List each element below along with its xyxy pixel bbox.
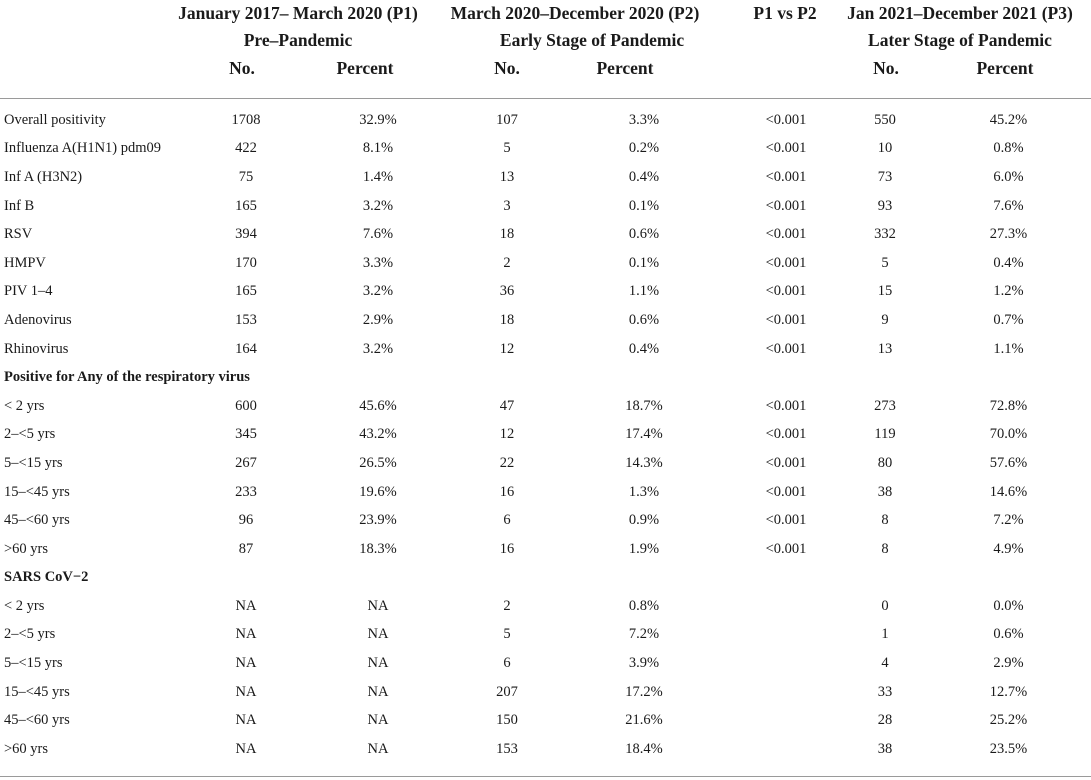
cell-p2-no: 16 <box>499 483 515 500</box>
cell-label: 2–<5 yrs <box>4 426 56 443</box>
cell-p2-no: 36 <box>499 283 515 300</box>
cell-p3-no: 33 <box>877 683 893 700</box>
cell-p: <0.001 <box>765 540 807 557</box>
cell-p3-no: 332 <box>874 226 896 243</box>
cell-p3-pct: 57.6% <box>989 454 1028 471</box>
cell-p1-pct: 3.3% <box>362 254 394 271</box>
cell-p1-no <box>190 564 302 593</box>
data-table <box>0 106 1091 764</box>
cell-p: <0.001 <box>765 397 807 414</box>
header-pvalue: P1 vs P2 <box>753 3 817 23</box>
cell-p3-no: 10 <box>877 140 893 157</box>
cell-p2-pct: 18.4% <box>625 740 663 757</box>
cell-p2-no: 5 <box>503 140 511 157</box>
cell-p1-pct: 3.2% <box>362 283 394 300</box>
cell-p2-pct: 0.1% <box>628 197 660 214</box>
cell-p2-no: 3 <box>503 197 511 214</box>
cell-p2-pct <box>560 564 728 593</box>
cell-p1-no: 165 <box>235 197 257 214</box>
cell-p2-no <box>454 363 560 392</box>
table-row <box>0 535 1091 564</box>
cell-p2-pct: 0.2% <box>628 140 660 157</box>
cell-p2-pct: 1.1% <box>628 283 660 300</box>
cell-p1-pct: 18.3% <box>359 540 397 557</box>
cell-p3-no <box>844 363 926 392</box>
cell-p3-no: 8 <box>881 512 889 529</box>
cell-p3-pct: 0.7% <box>993 311 1024 328</box>
cell-p2-no: 207 <box>496 683 518 700</box>
header-p3-period: Jan 2021–December 2021 (P3) <box>847 3 1073 23</box>
cell-label: 2–<5 yrs <box>4 626 56 643</box>
header-p1-percent: Percent <box>336 58 394 78</box>
cell-p3-pct: 7.2% <box>993 512 1024 529</box>
cell-p1-no: NA <box>235 626 257 643</box>
cell-p <box>728 621 844 650</box>
table-row <box>0 335 1091 364</box>
cell-p1-pct: 8.1% <box>362 140 394 157</box>
header-p3-stage: Later Stage of Pandemic <box>868 30 1052 50</box>
cell-p3-no: 8 <box>881 540 889 557</box>
cell-p2-pct: 3.3% <box>628 111 660 128</box>
cell-p1-no: 233 <box>235 483 257 500</box>
header-p3-percent: Percent <box>976 58 1034 78</box>
cell-p2-no: 153 <box>496 740 518 757</box>
cell-p3-no: 4 <box>881 655 889 672</box>
header-p2-percent: Percent <box>596 58 654 78</box>
cell-p1-no: 600 <box>235 397 257 414</box>
cell-p2-no: 2 <box>503 254 511 271</box>
cell-p: <0.001 <box>765 254 807 271</box>
table-row <box>0 449 1091 478</box>
cell-p3-no: 13 <box>877 340 893 357</box>
cell-p <box>728 363 844 392</box>
table-row <box>0 163 1091 192</box>
section-header-row <box>0 564 1091 593</box>
cell-p1-no: 165 <box>235 283 257 300</box>
cell-label: >60 yrs <box>4 540 49 557</box>
cell-p <box>728 735 844 764</box>
cell-p: <0.001 <box>765 140 807 157</box>
cell-p1-pct: 19.6% <box>359 483 397 500</box>
cell-p1-no: NA <box>235 740 257 757</box>
cell-p3-pct: 72.8% <box>989 397 1028 414</box>
cell-label: Inf A (H3N2) <box>4 168 83 185</box>
cell-p1-pct <box>302 564 454 593</box>
cell-p: <0.001 <box>765 226 807 243</box>
cell-label: 15–<45 yrs <box>4 683 70 700</box>
table-row <box>0 392 1091 421</box>
header-p2-period: March 2020–December 2020 (P2) <box>450 3 700 23</box>
cell-p3-pct: 6.0% <box>993 168 1024 185</box>
cell-p1-pct: NA <box>367 655 389 672</box>
cell-label: < 2 yrs <box>4 397 45 414</box>
table-row <box>0 592 1091 621</box>
cell-label: 45–<60 yrs <box>4 712 70 729</box>
cell-p: <0.001 <box>765 426 807 443</box>
header-rule <box>0 98 1091 99</box>
cell-p1-pct: NA <box>367 740 389 757</box>
cell-p2-no: 47 <box>499 397 515 414</box>
cell-p1-pct: NA <box>367 626 389 643</box>
cell-p: <0.001 <box>765 311 807 328</box>
cell-p: <0.001 <box>765 168 807 185</box>
cell-p1-no: 394 <box>235 226 257 243</box>
cell-p3-no: 550 <box>874 111 896 128</box>
table-row <box>0 706 1091 735</box>
cell-p2-pct: 21.6% <box>625 712 663 729</box>
cell-p3-pct: 1.1% <box>993 340 1024 357</box>
cell-label: Overall positivity <box>4 111 106 128</box>
cell-p1-no: 1708 <box>231 111 261 128</box>
table-row <box>0 478 1091 507</box>
header-p2-no: No. <box>494 58 520 78</box>
cell-p3-no: 273 <box>874 397 896 414</box>
cell-p1-pct: 43.2% <box>359 426 397 443</box>
cell-p: <0.001 <box>765 340 807 357</box>
cell-p2-pct: 0.4% <box>628 340 660 357</box>
cell-p2-no: 12 <box>499 426 515 443</box>
cell-p: <0.001 <box>765 111 807 128</box>
cell-p3-pct: 45.2% <box>989 111 1028 128</box>
cell-label: RSV <box>4 226 33 243</box>
table-row <box>0 735 1091 764</box>
cell-p1-no: 75 <box>238 168 254 185</box>
cell-label: Adenovirus <box>4 311 72 328</box>
cell-p2-no: 18 <box>499 311 515 328</box>
cell-p1-no: 153 <box>235 311 257 328</box>
cell-p2-pct: 14.3% <box>625 454 663 471</box>
cell-p3-no: 28 <box>877 712 893 729</box>
cell-p2-pct: 18.7% <box>625 397 663 414</box>
cell-p1-pct: 32.9% <box>359 111 397 128</box>
cell-p2-no: 18 <box>499 226 515 243</box>
section-header-row <box>0 363 1091 392</box>
cell-p: <0.001 <box>765 454 807 471</box>
cell-p1-no: 422 <box>235 140 257 157</box>
cell-label: Inf B <box>4 197 35 214</box>
cell-label: PIV 1–4 <box>4 283 53 300</box>
cell-p2-no: 6 <box>503 512 511 529</box>
cell-p3-pct: 1.2% <box>993 283 1024 300</box>
cell-p1-pct: 2.9% <box>362 311 394 328</box>
cell-p3-pct: 12.7% <box>989 683 1028 700</box>
cell-label: Influenza A(H1N1) pdm09 <box>4 140 162 157</box>
cell-p3-pct: 0.8% <box>993 140 1024 157</box>
bottom-rule <box>0 776 1091 777</box>
cell-p3-no: 15 <box>877 283 893 300</box>
cell-p3-pct: 4.9% <box>993 540 1024 557</box>
cell-p1-pct: 1.4% <box>362 168 394 185</box>
cell-p: <0.001 <box>765 512 807 529</box>
cell-p2-no: 150 <box>496 712 518 729</box>
cell-p2-pct: 0.6% <box>628 311 660 328</box>
cell-p3-pct: 7.6% <box>993 197 1024 214</box>
cell-p2-pct: 0.1% <box>628 254 660 271</box>
cell-p2-pct: 17.2% <box>625 683 663 700</box>
cell-label: SARS CoV−2 <box>4 569 89 586</box>
cell-p1-no: 96 <box>238 512 254 529</box>
cell-p1-no: 87 <box>238 540 254 557</box>
cell-p <box>728 564 844 593</box>
cell-p1-pct: 3.2% <box>362 197 394 214</box>
cell-p3-pct <box>926 363 1091 392</box>
cell-p3-pct: 14.6% <box>989 483 1028 500</box>
cell-p1-pct: 7.6% <box>362 226 394 243</box>
cell-p2-no: 16 <box>499 540 515 557</box>
cell-p: <0.001 <box>765 197 807 214</box>
cell-p <box>728 649 844 678</box>
cell-p1-no: NA <box>235 597 257 614</box>
table-row <box>0 621 1091 650</box>
cell-p1-pct: NA <box>367 597 389 614</box>
cell-label: 5–<15 yrs <box>4 655 63 672</box>
cell-p1-no: NA <box>235 683 257 700</box>
header-p3-no: No. <box>873 58 899 78</box>
cell-p2-pct <box>560 363 728 392</box>
cell-p2-pct: 0.8% <box>628 597 660 614</box>
cell-p3-pct: 0.6% <box>993 626 1024 643</box>
cell-p3-pct: 0.0% <box>993 597 1024 614</box>
cell-p2-no: 12 <box>499 340 515 357</box>
cell-label: 15–<45 yrs <box>4 483 70 500</box>
cell-p2-no: 13 <box>499 168 515 185</box>
table-row <box>0 106 1091 135</box>
table-row <box>0 278 1091 307</box>
cell-p: <0.001 <box>765 283 807 300</box>
cell-p3-pct: 25.2% <box>989 712 1028 729</box>
cell-p2-pct: 1.3% <box>628 483 660 500</box>
cell-label: Rhinovirus <box>4 340 69 357</box>
cell-p1-pct: NA <box>367 683 389 700</box>
cell-p3-no: 119 <box>874 426 896 443</box>
cell-label: < 2 yrs <box>4 597 45 614</box>
table-row <box>0 220 1091 249</box>
cell-p3-no: 73 <box>877 168 893 185</box>
cell-p3-no <box>844 564 926 593</box>
cell-p1-pct: 26.5% <box>359 454 397 471</box>
header-p1-period: January 2017– March 2020 (P1) <box>178 3 418 23</box>
cell-label: HMPV <box>4 254 46 271</box>
cell-p1-pct <box>302 363 454 392</box>
cell-label: 45–<60 yrs <box>4 512 70 529</box>
cell-p3-no: 5 <box>881 254 889 271</box>
cell-p2-pct: 7.2% <box>628 626 660 643</box>
cell-p1-no: 267 <box>235 454 257 471</box>
table-row <box>0 192 1091 221</box>
cell-p2-pct: 1.9% <box>628 540 660 557</box>
table-row <box>0 678 1091 707</box>
cell-p2-pct: 0.9% <box>628 512 660 529</box>
table-row <box>0 306 1091 335</box>
header-p2-stage: Early Stage of Pandemic <box>499 30 685 50</box>
table-row <box>0 249 1091 278</box>
cell-p1-pct: 45.6% <box>359 397 397 414</box>
cell-p3-pct: 2.9% <box>993 655 1024 672</box>
cell-p2-no: 22 <box>499 454 515 471</box>
cell-p3-no: 1 <box>881 626 889 643</box>
cell-p2-no <box>454 564 560 593</box>
cell-p3-no: 0 <box>881 597 889 614</box>
header-p1-stage: Pre–Pandemic <box>243 30 353 50</box>
cell-p <box>728 592 844 621</box>
cell-p1-no: 345 <box>235 426 257 443</box>
cell-p3-no: 93 <box>877 197 893 214</box>
cell-p1-no: NA <box>235 655 257 672</box>
cell-p2-pct: 0.4% <box>628 168 660 185</box>
cell-label: 5–<15 yrs <box>4 454 63 471</box>
cell-p3-no: 80 <box>877 454 893 471</box>
cell-p1-no: 170 <box>235 254 257 271</box>
table-row <box>0 506 1091 535</box>
table-row <box>0 421 1091 450</box>
cell-label: >60 yrs <box>4 740 49 757</box>
cell-p <box>728 706 844 735</box>
cell-p1-pct: NA <box>367 712 389 729</box>
cell-p3-pct: 0.4% <box>993 254 1024 271</box>
cell-p2-no: 2 <box>503 597 511 614</box>
cell-p3-pct: 27.3% <box>989 226 1028 243</box>
cell-p3-pct: 23.5% <box>989 740 1028 757</box>
header-p1-no: No. <box>229 58 255 78</box>
cell-p1-pct: 3.2% <box>362 340 394 357</box>
cell-p3-no: 9 <box>881 311 889 328</box>
cell-p3-no: 38 <box>877 483 893 500</box>
cell-p <box>728 678 844 707</box>
cell-p1-no: 164 <box>235 340 257 357</box>
cell-p1-pct: 23.9% <box>359 512 397 529</box>
cell-p3-no: 38 <box>877 740 893 757</box>
cell-p2-pct: 0.6% <box>628 226 660 243</box>
cell-p2-no: 6 <box>503 655 511 672</box>
table-row <box>0 135 1091 164</box>
cell-p2-pct: 3.9% <box>628 655 660 672</box>
cell-label: Positive for Any of the respiratory virus <box>4 369 250 386</box>
cell-p: <0.001 <box>765 483 807 500</box>
cell-p2-no: 5 <box>503 626 511 643</box>
cell-p2-pct: 17.4% <box>625 426 663 443</box>
table-row <box>0 649 1091 678</box>
cell-p3-pct <box>926 564 1091 593</box>
cell-p2-no: 107 <box>496 111 518 128</box>
cell-p3-pct: 70.0% <box>989 426 1028 443</box>
cell-p1-no: NA <box>235 712 257 729</box>
